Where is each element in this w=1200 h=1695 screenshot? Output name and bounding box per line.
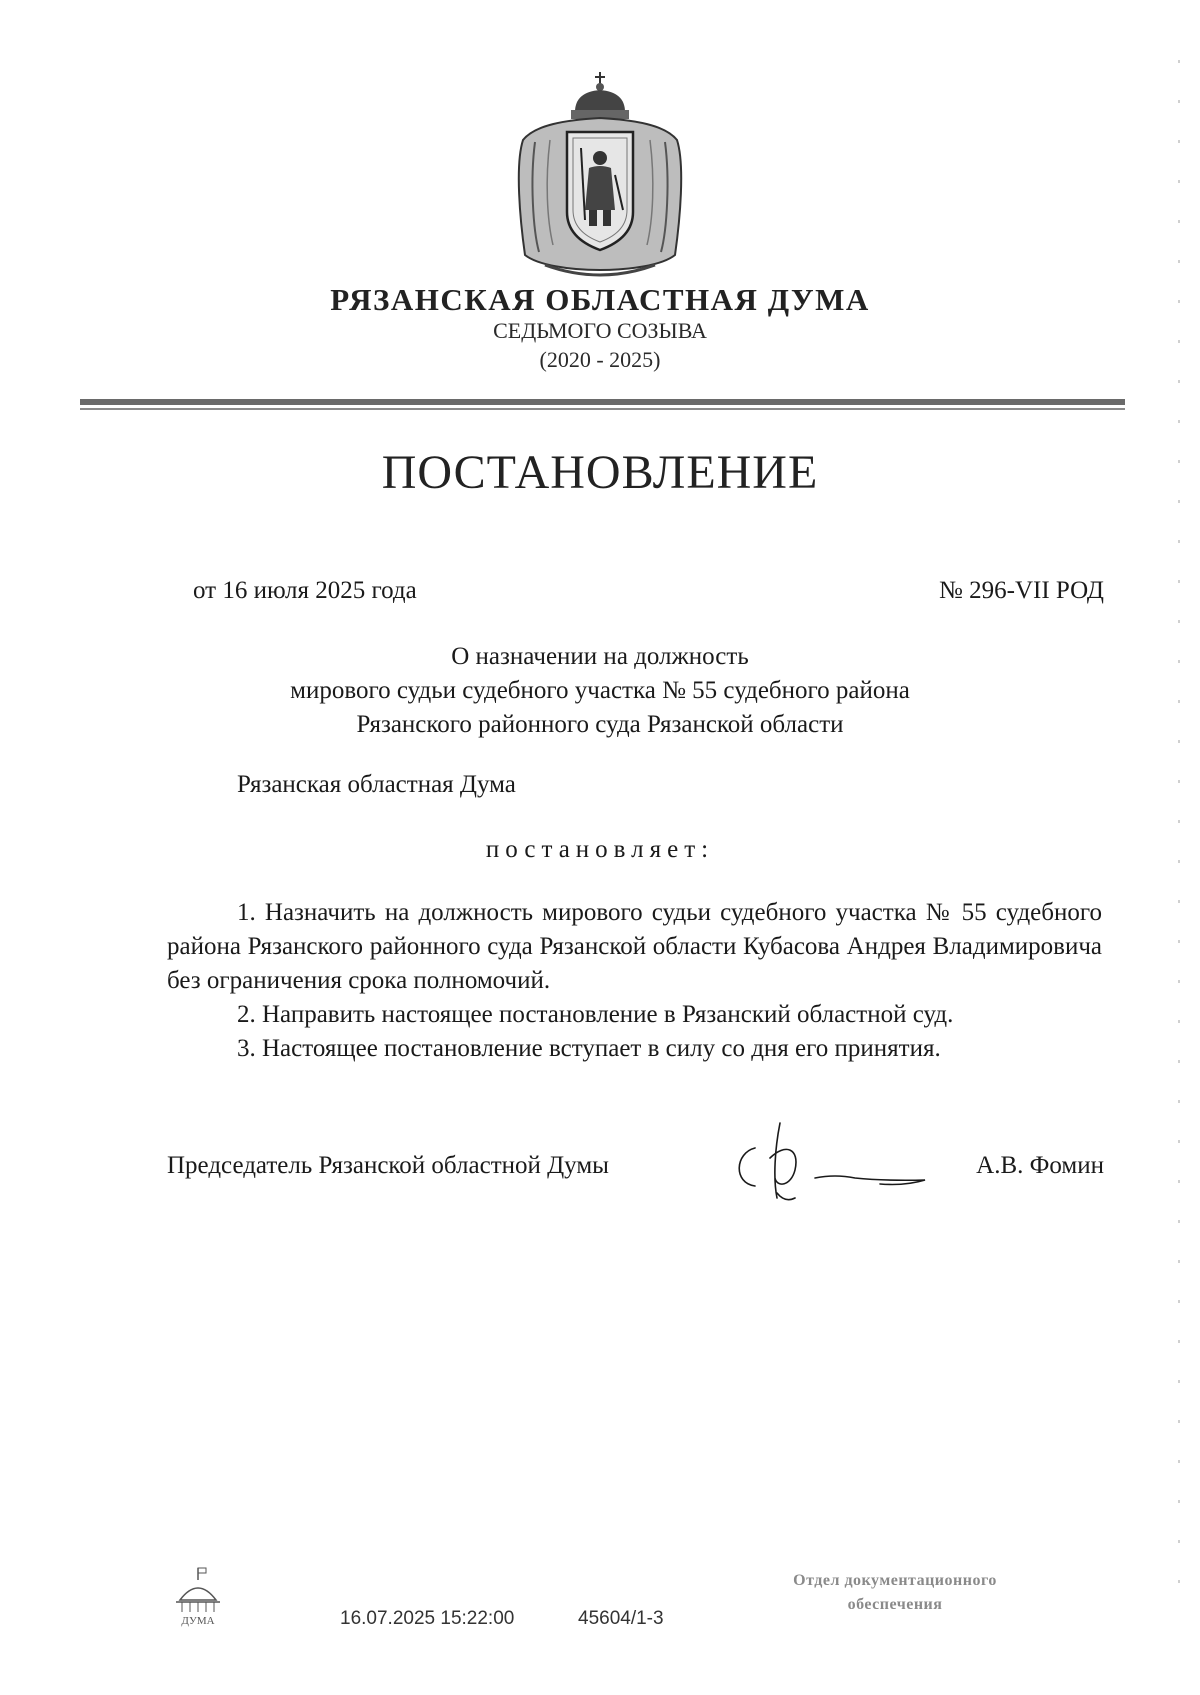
stamp-line: обеспечения xyxy=(847,1596,943,1613)
signatory-name: А.В. Фомин xyxy=(976,1152,1104,1179)
department-stamp xyxy=(745,1569,1045,1617)
registration-number: 45604/1-3 xyxy=(578,1608,664,1629)
convocation-years: (2020 - 2025) xyxy=(539,347,661,372)
paragraph-3: 3. Настоящее постановление вступает в силу со дня его принятия. xyxy=(237,1035,941,1062)
scan-edge-marks xyxy=(1178,60,1180,1610)
duma-logo-text: ДУМА xyxy=(181,1615,215,1627)
org-title: РЯЗАНСКАЯ ОБЛАСТНАЯ ДУМА xyxy=(330,282,870,317)
subject-line: О назначении на должность xyxy=(451,643,749,670)
duma-building-icon xyxy=(170,1566,225,1631)
signatory-position: Председатель Рязанской областной Думы xyxy=(167,1152,609,1179)
resolution-paragraphs xyxy=(167,896,1102,1066)
header-divider xyxy=(80,399,1125,405)
subject-line: мирового судьи судебного участка № 55 судебного района xyxy=(290,677,910,704)
handwritten-signature xyxy=(725,1108,945,1208)
document-type: ПОСТАНОВЛЕНИЕ xyxy=(381,446,819,499)
paragraph-1: 1. Назначить на должность мирового судьи судебного участка № 55 судебного района Рязанского районного суда Рязанской области Кубасова Андрея Владимировича без ограничения срока полномочий. xyxy=(167,899,1102,994)
header-divider-thin xyxy=(80,408,1125,410)
paragraph-2: 2. Направить настоящее постановление в Рязанский областной суд. xyxy=(237,1001,954,1028)
document-subject xyxy=(0,640,1200,742)
print-timestamp: 16.07.2025 15:22:00 xyxy=(340,1608,515,1629)
coat-of-arms-icon xyxy=(505,70,695,285)
resolves-heading: постановляет: xyxy=(485,836,715,863)
issuing-body: Рязанская областная Дума xyxy=(237,771,516,798)
subject-line: Рязанского районного суда Рязанской области xyxy=(356,711,844,738)
convocation: СЕДЬМОГО СОЗЫВА xyxy=(493,318,707,343)
document-date: от 16 июля 2025 года xyxy=(193,577,417,604)
stamp-line: Отдел документационного xyxy=(793,1572,997,1589)
document-number: № 296-VII РОД xyxy=(939,577,1104,604)
